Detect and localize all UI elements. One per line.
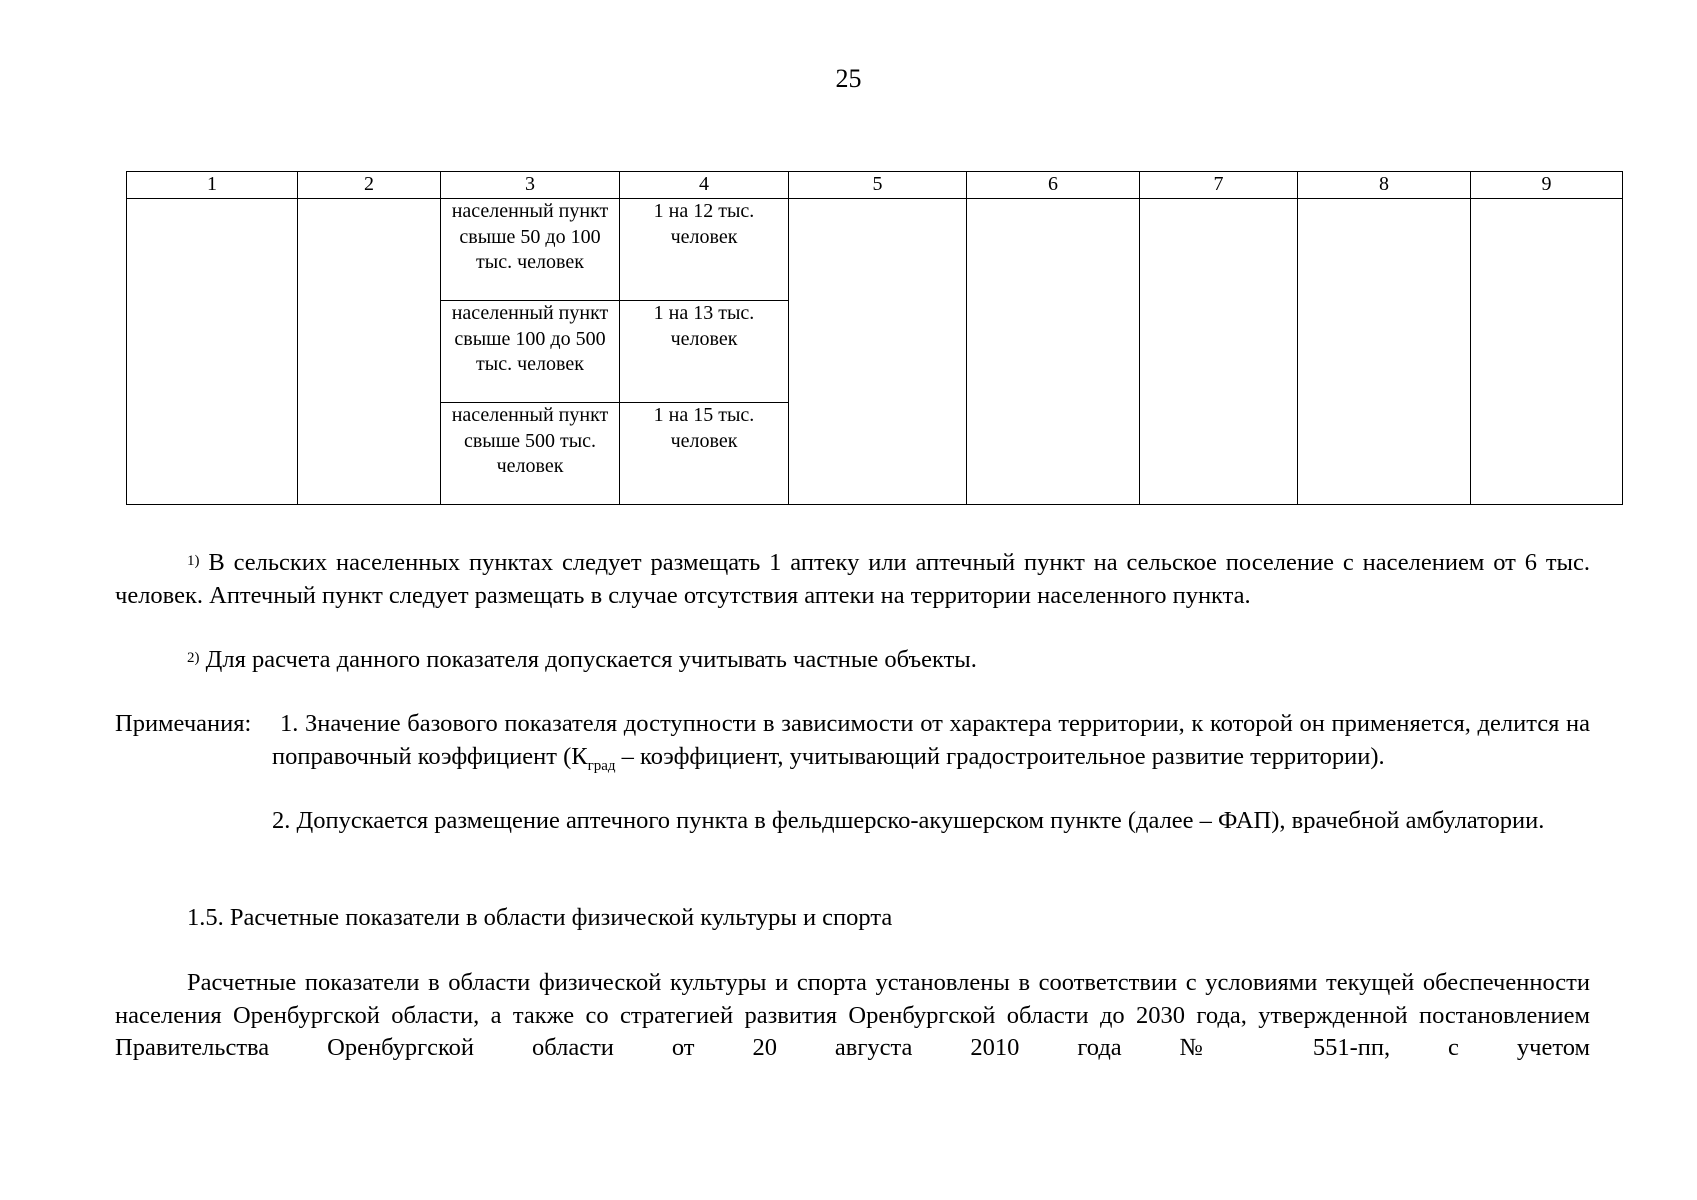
footnote-1 [115,547,1590,612]
note-2: 2. Допускается размещение аптечного пункта в фельдшерско-акушерском пункте (далее – ФАП), врачебной амбулатории. [272,807,1545,834]
header-cell: 7 [1140,172,1298,199]
settlement-size-cell: населенный пункт свыше 50 до 100 тыс. человек [441,199,620,301]
standards-table [126,171,1623,505]
table-cell [1298,199,1471,505]
table-cell [298,199,441,505]
table-header-row [127,172,1623,199]
table-cell [127,199,298,505]
header-cell: 8 [1298,172,1471,199]
ratio-cell: 1 на 15 тыс. человек [620,403,789,505]
header-cell: 6 [967,172,1140,199]
footnote-mark: 1) [187,553,200,569]
settlement-size-cell: населенный пункт свыше 100 до 500 тыс. человек [441,301,620,403]
note-text: 1. Значение базового показателя доступности в зависимости от характера территории, к которой он применяется, делится на поправочный коэффициент (К [272,710,1590,770]
note-text: – коэффициент, учитывающий градостроительное развитие территории). [615,742,1385,770]
header-cell: 3 [441,172,620,199]
header-cell: 2 [298,172,441,199]
table-cell [789,199,967,505]
notes-label: Примечания: [115,710,252,737]
note-1 [272,708,1590,782]
table-cell [967,199,1140,505]
ratio-cell: 1 на 12 тыс. человек [620,199,789,301]
coefficient-subscript: град [587,757,616,774]
body-paragraph: Расчетные показатели в области физической культуры и спорта установлены в соответствии с условиями текущей обеспеченности населения Оренбургской области, а также со стратегией развития Оренбургской области до 2030 года, утвержденной постановлением Правительства Оренбургской области от 20 августа 2010 года № 551-пп, с учетом [115,969,1590,1061]
footnote-text: В сельских населенных пунктах следует размещать 1 аптеку или аптечный пункт на сельское поселение с населением от 6 тыс. человек. Аптечный пункт следует размещать в случае отсутствия аптеки на территории населенного пункта. [115,549,1590,609]
settlement-size-cell: населенный пункт свыше 500 тыс. человек [441,403,620,505]
header-cell: 1 [127,172,298,199]
footnote-text: Для расчета данного показателя допускается учитывать частные объекты. [199,646,977,673]
footnote-mark: 2) [187,650,200,666]
header-cell: 4 [620,172,789,199]
header-cell: 5 [789,172,967,199]
section-title: 1.5. Расчетные показатели в области физической культуры и спорта [187,904,893,931]
table-row [127,199,1623,301]
footnote-2 [187,644,1587,677]
table-cell [1471,199,1623,505]
page-number: 25 [835,64,862,93]
ratio-cell: 1 на 13 тыс. человек [620,301,789,403]
header-cell: 9 [1471,172,1623,199]
table-cell [1140,199,1298,505]
